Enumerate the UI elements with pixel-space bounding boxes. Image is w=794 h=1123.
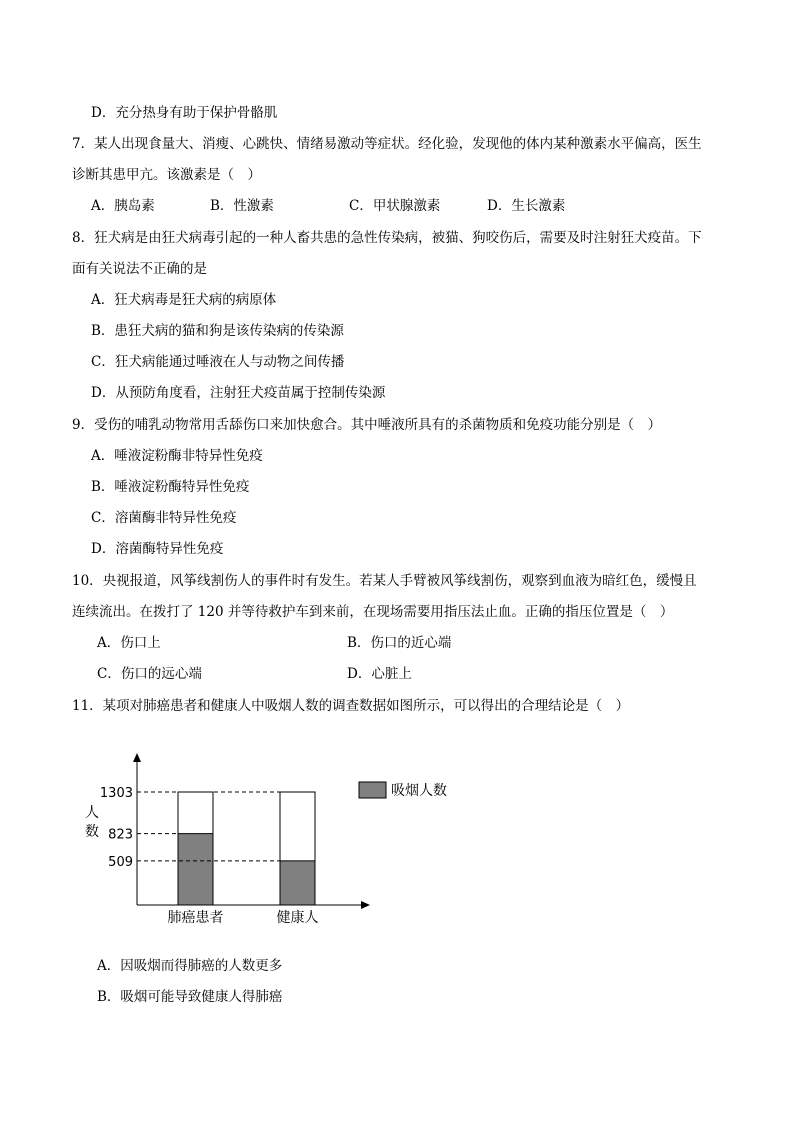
y-axis-arrow [133, 753, 141, 762]
q9-stem-line1: 9．受伤的哺乳动物常用舌舔伤口来加快愈合。其中唾液所具有的杀菌物质和免疫功能分别是（ ） [72, 417, 662, 433]
q10-option-d: D．心脏上 [347, 666, 412, 682]
total-bar-2 [280, 792, 315, 905]
x-axis-arrow [361, 901, 370, 909]
q9-option-d: D．溶菌酶特异性免疫 [91, 541, 224, 557]
q8-option-b: B．患狂犬病的猫和狗是该传染病的传染源 [91, 323, 344, 339]
y-axis-label-char1: 人 [85, 805, 99, 821]
q9-option-b: B．唾液淀粉酶特异性免疫 [91, 479, 250, 495]
legend-swatch [359, 782, 386, 798]
x-tick-label: 肺癌患者 [167, 910, 224, 926]
q7-option-a: A．胰岛素 [91, 198, 155, 214]
q10-option-a: A．伤口上 [97, 635, 161, 651]
q7-stem-line1: 7．某人出现食量大、消瘦、心跳快、情绪易激动等症状。经化验，发现他的体内某种激素水平偏高，医生 [72, 136, 702, 152]
q8-option-d: D．从预防角度看，注射狂犬疫苗属于控制传染源 [91, 385, 386, 401]
q11-option-b: B．吸烟可能导致健康人得肺癌 [97, 989, 283, 1005]
q10-stem-line2: 连续流出。在拨打了 120 并等待救护车到来前，在现场需要用指压法止血。正确的指压位置是（ ） [72, 604, 674, 620]
q8-option-a: A．狂犬病毒是狂犬病的病原体 [91, 292, 277, 308]
smoking-bar-1 [178, 834, 213, 905]
legend-label: 吸烟人数 [391, 783, 447, 799]
y-axis-label-char2: 数 [85, 824, 99, 840]
q9-option-a: A．唾液淀粉酶非特异性免疫 [91, 448, 263, 464]
q7-option-c: C．甲状腺激素 [349, 198, 441, 214]
q7-option-d: D．生长激素 [487, 198, 566, 214]
q9-option-c: C．溶菌酶非特异性免疫 [91, 510, 237, 526]
y-tick-label: 509 [108, 854, 133, 870]
q10-stem-line1: 10．央视报道，风筝线割伤人的事件时有发生。若某人手臂被风筝线割伤，观察到血液为暗红色，缓慢且 [72, 573, 697, 589]
q7-option-b: B．性激素 [210, 198, 274, 214]
q8-stem-line1: 8．狂犬病是由狂犬病毒引起的一种人畜共患的急性传染病，被猫、狗咬伤后，需要及时注射狂犬疫苗。下 [72, 230, 702, 246]
q8-option-c: C．狂犬病能通过唾液在人与动物之间传播 [91, 354, 345, 370]
total-bar-1 [178, 792, 213, 905]
q11-stem-line1: 11．某项对肺癌患者和健康人中吸烟人数的调查数据如图所示，可以得出的合理结论是（ ） [72, 698, 630, 714]
x-tick-label: 健康人 [276, 910, 319, 926]
y-tick-label: 1303 [99, 786, 133, 801]
q6-option-d: D．充分热身有助于保护骨骼肌 [91, 105, 278, 121]
q10-option-c: C．伤口的远心端 [97, 666, 202, 682]
y-tick-label: 823 [108, 827, 133, 843]
q8-stem-line2: 面有关说法不正确的是 [72, 261, 207, 277]
q11-option-a: A．因吸烟而得肺癌的人数更多 [97, 958, 283, 974]
smoking-bar-2 [280, 861, 315, 905]
q7-stem-line2: 诊断其患甲亢。该激素是（ ） [72, 167, 261, 183]
q10-option-b: B．伤口的近心端 [347, 635, 452, 651]
